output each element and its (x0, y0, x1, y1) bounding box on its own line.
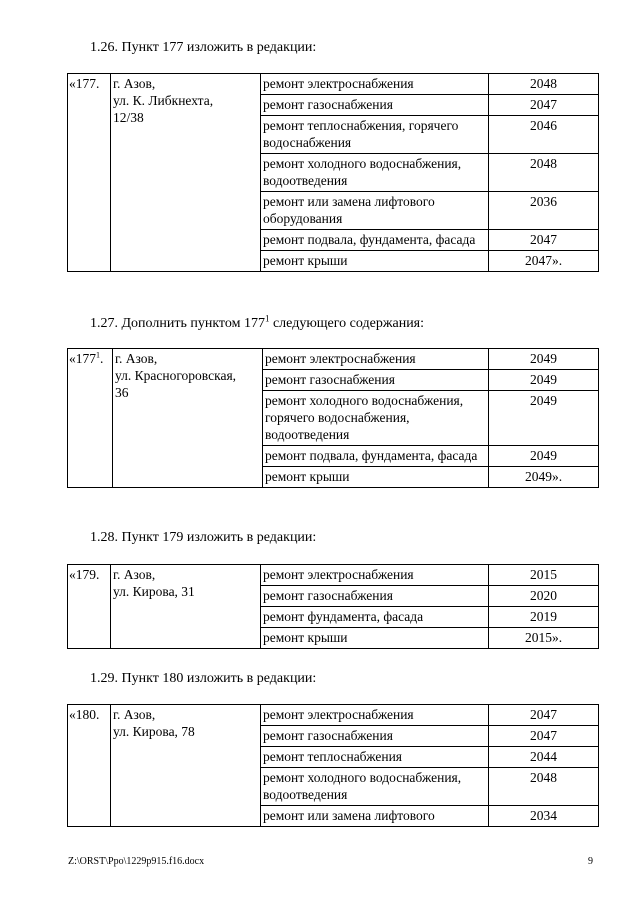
year-cell: 2047 (489, 705, 599, 726)
year-cell: 2048 (489, 768, 599, 806)
address-line: ул. Красногоровская, (115, 368, 237, 383)
year-cell: 2036 (489, 192, 599, 230)
item-number-text: «177. (69, 76, 100, 91)
work-type-cell: ремонт электроснабжения (263, 349, 489, 370)
work-type-cell: ремонт крыши (263, 467, 489, 488)
address-cell (111, 705, 261, 827)
year-cell: 2049». (489, 467, 599, 488)
work-type-cell: ремонт или замена лифтового оборудования (261, 192, 489, 230)
work-type-cell: ремонт газоснабжения (261, 95, 489, 116)
table-row (68, 565, 599, 586)
address-line: г. Азов, (113, 76, 156, 91)
work-type-cell: ремонт газоснабжения (261, 586, 489, 607)
amendment-table-177-1 (67, 348, 599, 488)
section-heading-1-26: 1.26. Пункт 177 изложить в редакции: (90, 40, 317, 55)
work-type-cell: ремонт крыши (261, 628, 489, 649)
address-line: г. Азов, (113, 567, 156, 582)
work-type-cell: ремонт холодного водоснабжения, горячего водоснабжения, водоотведения (263, 391, 489, 446)
address-line: ул. Кирова, 78 (113, 724, 195, 739)
footer-file-path: Z:\ORST\Ppo\1229p915.f16.docx (68, 856, 205, 867)
year-cell: 2034 (489, 806, 599, 827)
item-number (68, 349, 113, 488)
work-type-cell: ремонт холодного водоснабжения, водоотведения (261, 768, 489, 806)
work-type-cell: ремонт электроснабжения (261, 74, 489, 95)
year-cell: 2047 (489, 95, 599, 116)
address-line: г. Азов, (115, 351, 158, 366)
work-type-cell: ремонт подвала, фундамента, фасада (261, 230, 489, 251)
year-cell: 2049 (489, 349, 599, 370)
item-number-superscript: 1 (96, 350, 100, 360)
work-type-cell: ремонт газоснабжения (263, 370, 489, 391)
address-line: г. Азов, (113, 707, 156, 722)
work-type-cell: ремонт теплоснабжения (261, 747, 489, 768)
year-cell: 2015». (489, 628, 599, 649)
heading-superscript: 1 (264, 313, 270, 324)
table-row (68, 705, 599, 726)
item-number-suffix: . (100, 351, 104, 366)
work-type-cell: ремонт крыши (261, 251, 489, 272)
year-cell: 2048 (489, 74, 599, 95)
section-heading-1-27 (90, 313, 425, 332)
year-cell: 2015 (489, 565, 599, 586)
address-cell (113, 349, 263, 488)
item-number-text: «179. (69, 567, 100, 582)
address-line: ул. Кирова, 31 (113, 584, 195, 599)
year-cell: 2048 (489, 154, 599, 192)
year-cell: 2047 (489, 230, 599, 251)
address-cell (111, 74, 261, 272)
work-type-cell: ремонт теплоснабжения, горячего водоснабжения (261, 116, 489, 154)
section-heading-1-29: 1.29. Пункт 180 изложить в редакции: (90, 671, 317, 686)
amendment-table-177 (67, 73, 599, 272)
address-line: 36 (115, 385, 129, 400)
address-line: 12/38 (113, 110, 144, 125)
section-heading-1-28: 1.28. Пункт 179 изложить в редакции: (90, 530, 317, 545)
year-cell: 2019 (489, 607, 599, 628)
work-type-cell: ремонт электроснабжения (261, 705, 489, 726)
work-type-cell: ремонт фундамента, фасада (261, 607, 489, 628)
year-cell: 2047». (489, 251, 599, 272)
footer-page-number: 9 (588, 856, 593, 867)
work-type-cell: ремонт электроснабжения (261, 565, 489, 586)
year-cell: 2049 (489, 391, 599, 446)
work-type-cell: ремонт газоснабжения (261, 726, 489, 747)
year-cell: 2046 (489, 116, 599, 154)
item-number (68, 74, 111, 272)
item-number (68, 705, 111, 827)
work-type-cell: ремонт подвала, фундамента, фасада (263, 446, 489, 467)
work-type-cell: ремонт или замена лифтового (261, 806, 489, 827)
year-cell: 2020 (489, 586, 599, 607)
year-cell: 2047 (489, 726, 599, 747)
item-number-text: «177 (69, 351, 96, 366)
heading-text: 1.27. Дополнить пунктом 177 (90, 316, 265, 331)
table-row (68, 74, 599, 95)
year-cell: 2044 (489, 747, 599, 768)
year-cell: 2049 (489, 446, 599, 467)
heading-text-tail: следующего содержания: (269, 316, 425, 331)
amendment-table-180 (67, 704, 599, 827)
item-number (68, 565, 111, 649)
table-row (68, 349, 599, 370)
year-cell: 2049 (489, 370, 599, 391)
work-type-cell: ремонт холодного водоснабжения, водоотведения (261, 154, 489, 192)
address-cell (111, 565, 261, 649)
address-line: ул. К. Либкнехта, (113, 93, 214, 108)
amendment-table-179 (67, 564, 599, 649)
item-number-text: «180. (69, 707, 100, 722)
